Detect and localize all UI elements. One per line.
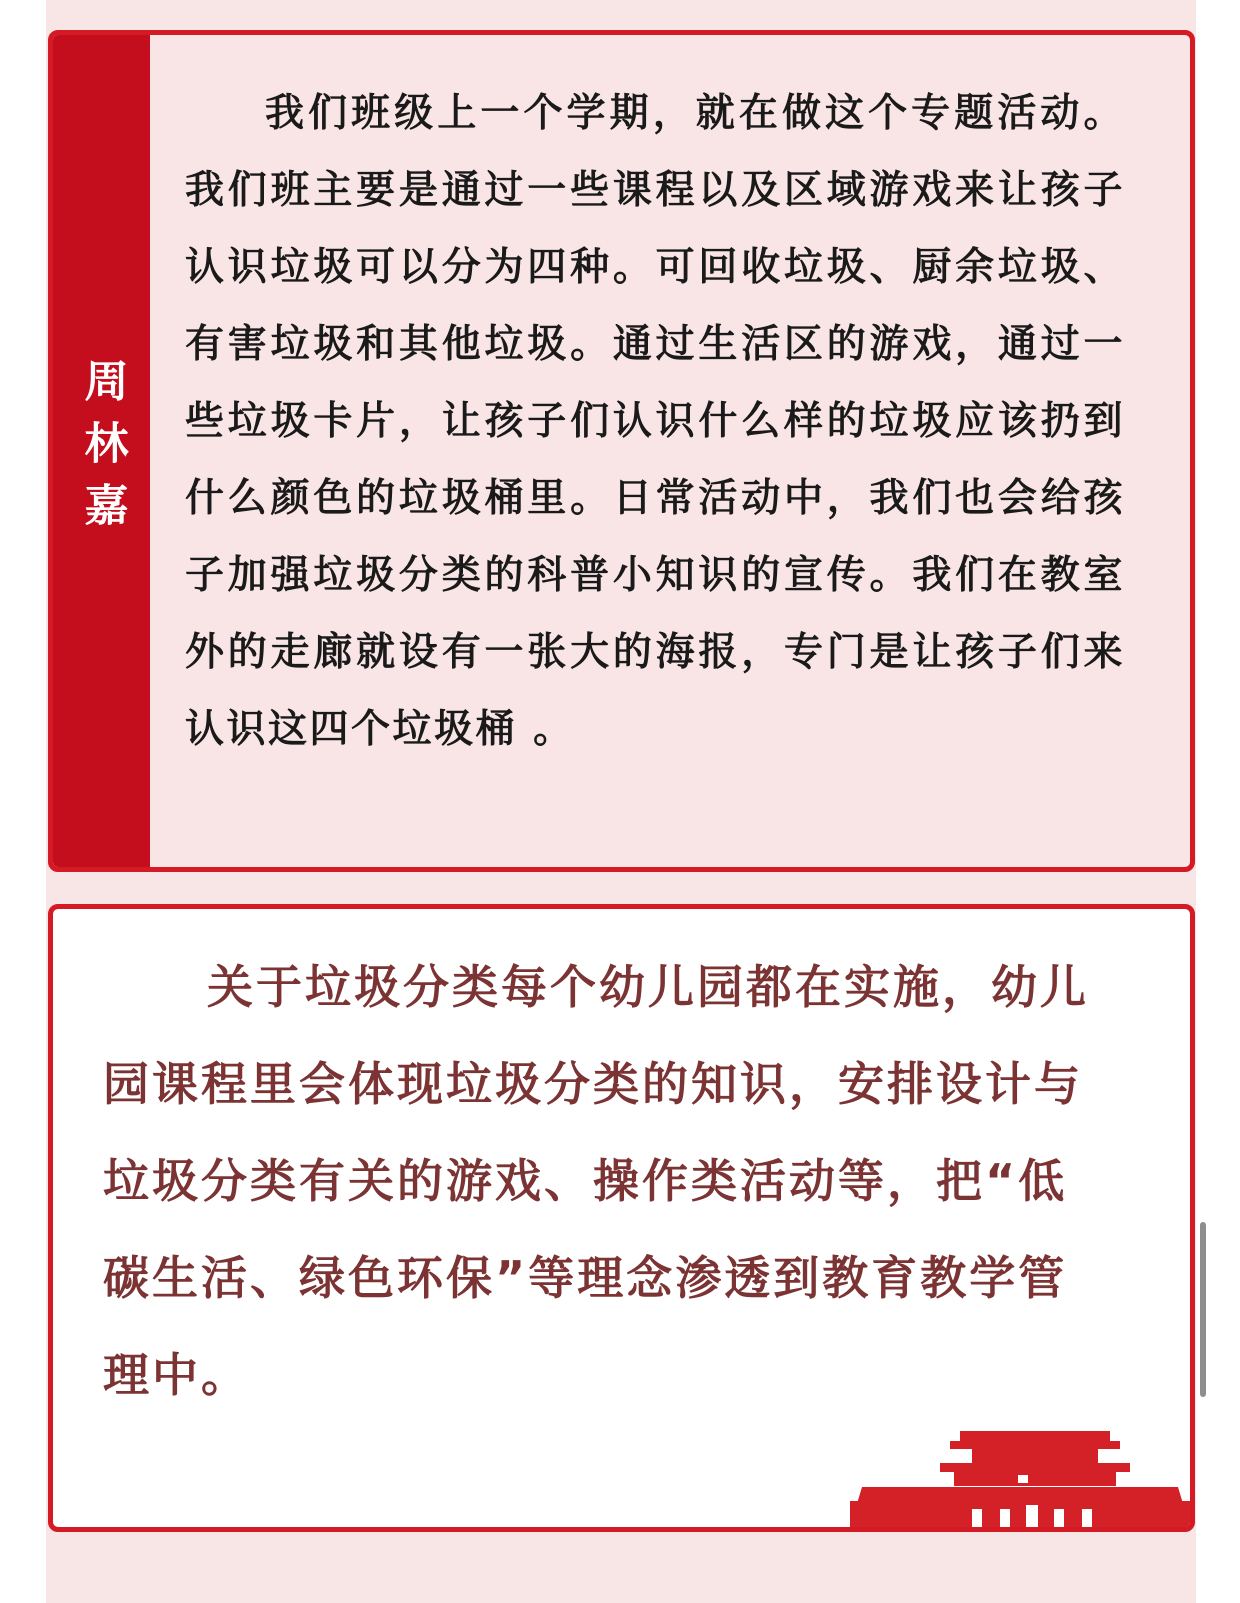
scrollbar[interactable] [1200,1222,1206,1397]
speaker-name: 周林嘉 [76,358,128,544]
summary-card [48,904,1195,1532]
speaker-name-band [53,35,150,867]
interview-quote-card [48,30,1195,872]
tiananmen-gate-icon [850,1417,1190,1527]
quote-text: 我们班级上一个学期，就在做这个专题活动。我们班主要是通过一些课程以及区域游戏来让孩子认识垃圾可以分为四种。可回收垃圾、厨余垃圾、有害垃圾和其他垃圾。通过生活区的游戏，通过一些垃圾卡片，让孩子们认识什么样的垃圾应该扔到什么颜色的垃圾桶里。日常活动中，我们也会给孩子加强垃圾分类的科普小知识的宣传。我们在教室外的走廊就设有一张大的海报，专门是让孩子们来认识这四个垃圾桶 。 [185,91,1125,752]
summary-text: 关于垃圾分类每个幼儿园都在实施，幼儿园课程里会体现垃圾分类的知识，安排设计与垃圾分类有关的游戏、操作类活动等，把“低碳生活、绿色环保”等理念渗透到教育教学管理中。 [103,960,1089,1402]
